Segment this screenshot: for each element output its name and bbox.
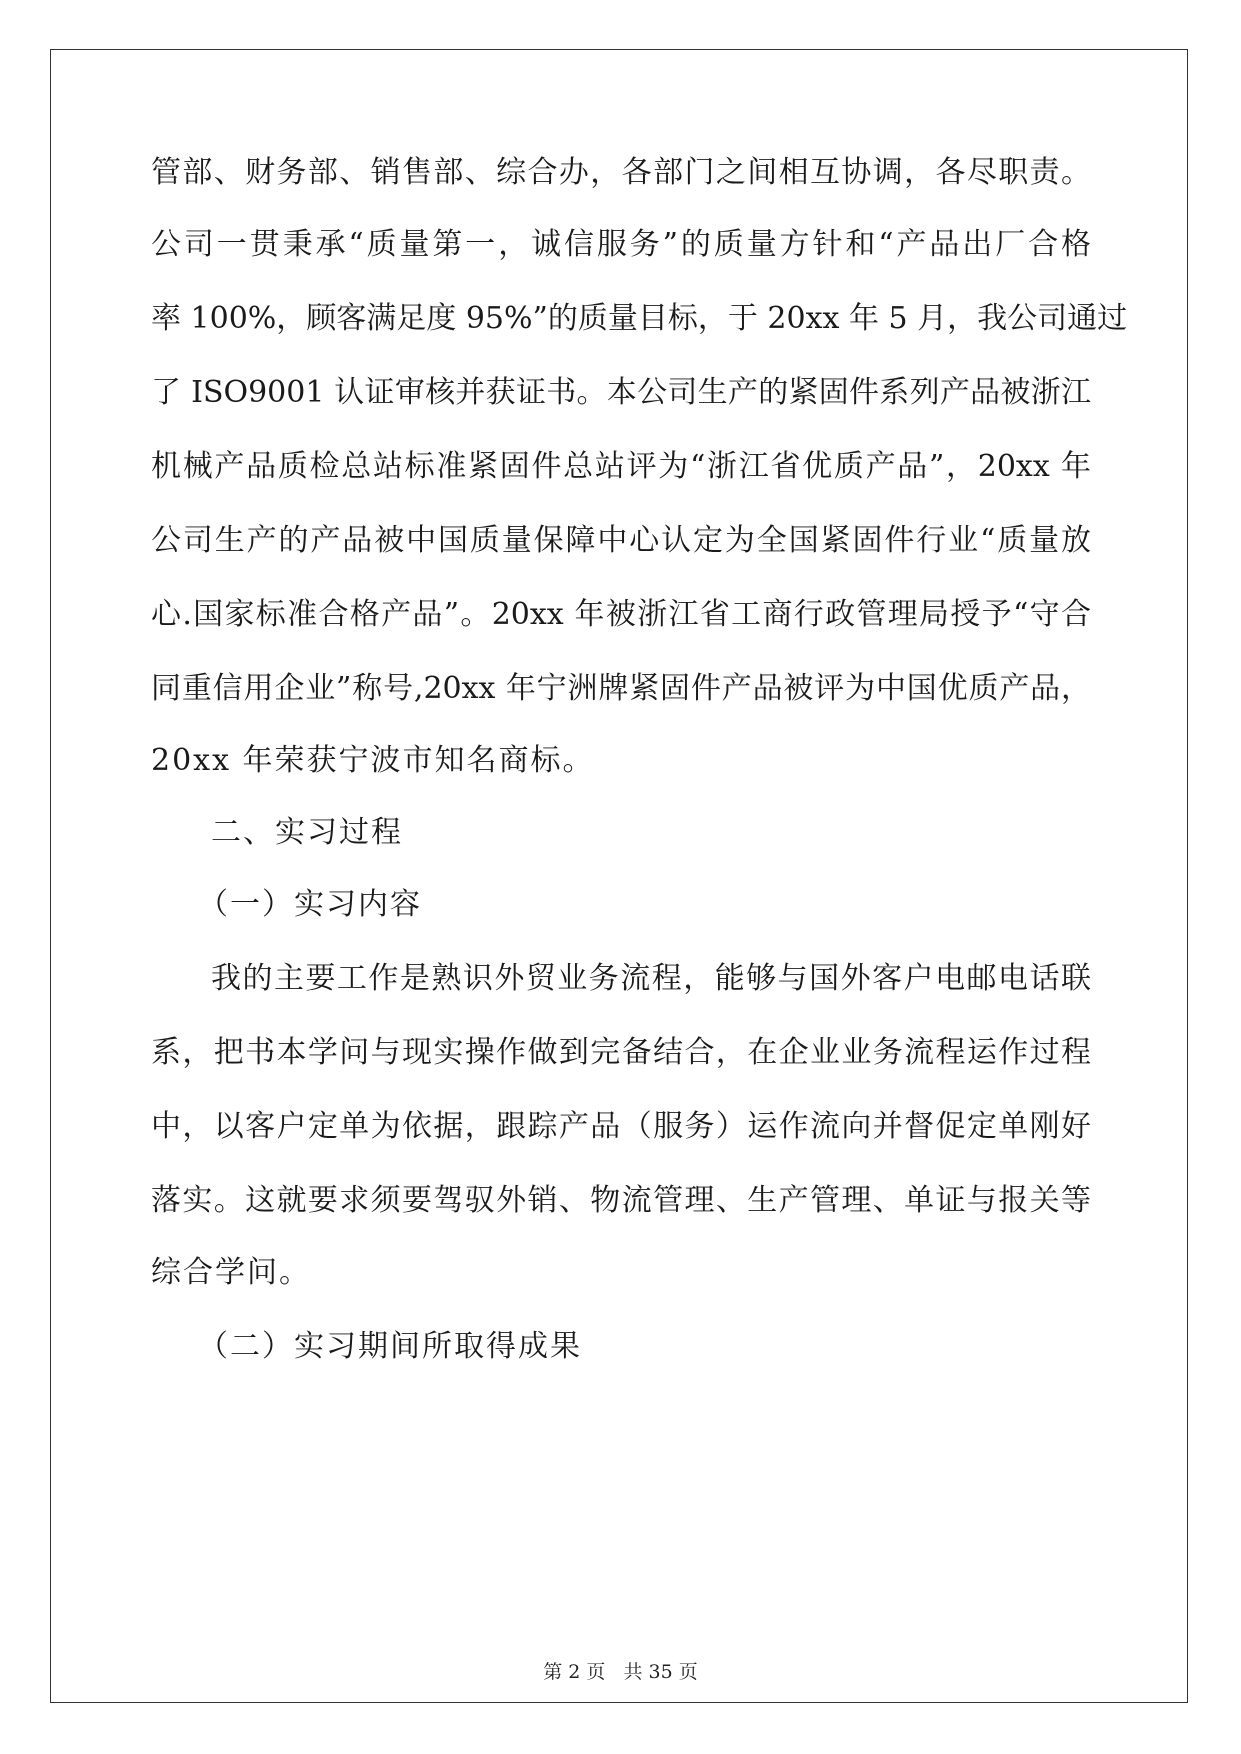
text-line: 我的主要工作是熟识外贸业务流程，能够与国外客户电邮电话联	[211, 961, 1091, 996]
section-heading: 二、实习过程	[211, 815, 403, 850]
text-line: 率 100%，顾客满足度 95%”的质量目标，于 20xx 年 5 月，我公司通过	[151, 301, 1128, 336]
subsection-heading: （二）实习期间所取得成果	[198, 1329, 582, 1364]
text-line: 20xx 年荣获宁波市知名商标。	[151, 743, 595, 778]
text-line: 管部、财务部、销售部、综合办，各部门之间相互协调，各尽职责。	[151, 155, 1091, 190]
text-line: 公司生产的产品被中国质量保障中心认定为全国紧固件行业“质量放	[151, 523, 1091, 558]
page-footer	[0, 1660, 1241, 1684]
text-line: 同重信用企业”称号,20xx 年宁洲牌紧固件产品被评为中国优质产品，	[151, 671, 1091, 706]
text-line: 落实。这就要求须要驾驭外销、物流管理、生产管理、单证与报关等	[151, 1183, 1091, 1218]
text-line: 中，以客户定单为依据，跟踪产品（服务）运作流向并督促定单刚好	[151, 1109, 1091, 1144]
subsection-heading: （一）实习内容	[198, 887, 422, 922]
text-line: 心.国家标准合格产品”。20xx 年被浙江省工商行政管理局授予“守合	[151, 597, 1091, 632]
page-border	[50, 49, 1188, 1703]
text-line: 公司一贯秉承“质量第一，诚信服务”的质量方针和“产品出厂合格	[151, 227, 1091, 262]
text-line: 机械产品质检总站标准紧固件总站评为“浙江省优质产品”，20xx 年	[151, 449, 1091, 484]
text-line: 综合学问。	[151, 1255, 311, 1290]
page-total: 共 35 页	[623, 1661, 698, 1683]
text-line: 系，把书本学问与现实操作做到完备结合，在企业业务流程运作过程	[151, 1035, 1091, 1070]
page-number: 第 2 页	[543, 1661, 606, 1683]
text-line: 了 ISO9001 认证审核并获证书。本公司生产的紧固件系列产品被浙江	[151, 375, 1091, 410]
